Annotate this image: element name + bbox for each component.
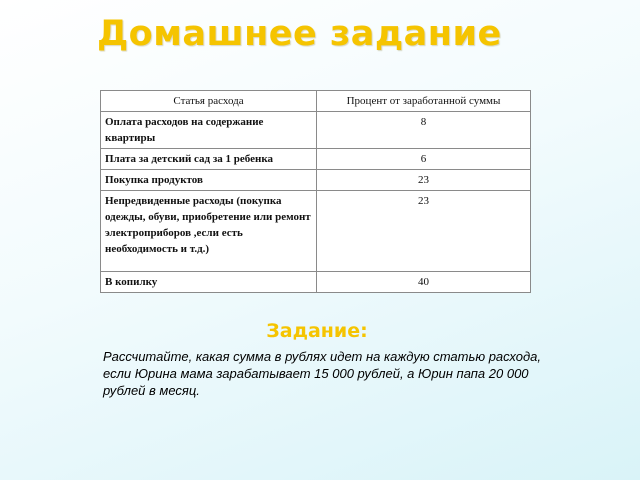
percent-cell: 23	[317, 191, 531, 272]
task-text: Рассчитайте, какая сумма в рублях идет на каждую статью расхода, если Юрина мама зарабатывает 15 000 рублей, а Юрин папа 20 000 рублей в месяц.	[103, 349, 541, 398]
column-header-item: Статья расхода	[101, 91, 317, 112]
percent-cell: 23	[317, 170, 531, 191]
expense-item-cell: Оплата расходов на содержание квартиры	[101, 112, 317, 149]
table-row	[101, 272, 531, 293]
percent-cell: 8	[317, 112, 531, 149]
percent-cell: 6	[317, 149, 531, 170]
expenses-table	[100, 90, 531, 293]
percent-cell: 40	[317, 272, 531, 293]
expense-item-cell: Плата за детский сад за 1 ребенка	[101, 149, 317, 170]
expense-item-cell: В копилку	[101, 272, 317, 293]
task-heading: Задание:	[266, 320, 368, 342]
expense-item-cell: Покупка продуктов	[101, 170, 317, 191]
page-title: Домашнее задание	[97, 14, 502, 54]
table-row	[101, 191, 531, 272]
table-row	[101, 170, 531, 191]
table-row	[101, 149, 531, 170]
expense-item-cell: Непредвиденные расходы (покупка одежды, обуви, приобретение или ремонт электроприборов ,если есть необходимость и т.д.)	[101, 191, 317, 272]
table-header-row	[101, 91, 531, 112]
column-header-percent: Процент от заработанной суммы	[317, 91, 531, 112]
task-heading-container	[0, 320, 640, 342]
table-row	[101, 112, 531, 149]
